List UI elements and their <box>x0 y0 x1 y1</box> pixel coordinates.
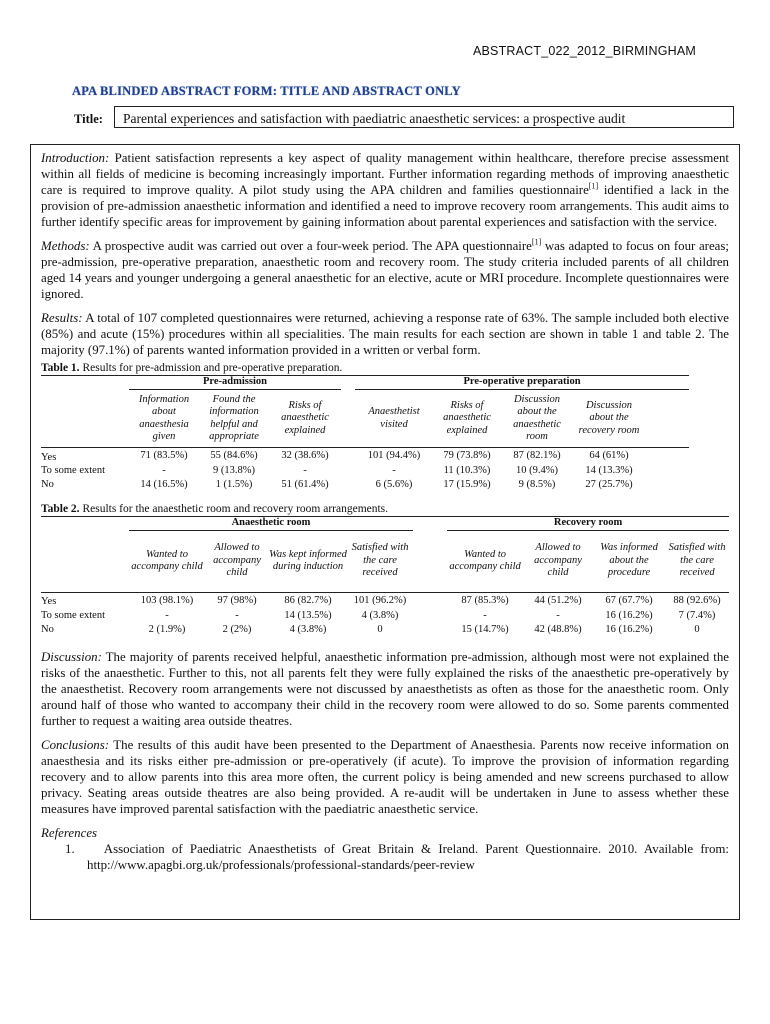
title-label: Title: <box>74 112 103 126</box>
table1-cell: 10 (9.4%) <box>516 465 558 477</box>
table1-cell: 32 (38.6%) <box>281 450 329 461</box>
results-text: A total of 107 completed questionnaires were returned, achieving a response rate of 63%. The sample included both elective (85%) and acute (15%) procedures within all specialities. The main results for each section are shown in table 1 and table 2. The majority (97.1%) of parents wanted information provided in a written or verbal form. <box>41 311 729 357</box>
methods-text-a: A prospective audit was carried out over a four-week period. The APA questionnaire <box>89 239 532 253</box>
conclusions-heading: Conclusions: <box>41 738 110 752</box>
table-row <box>41 479 689 493</box>
table1-cell: 79 (73.8%) <box>443 450 491 461</box>
introduction-text-a: Patient satisfaction represents a key aspect of quality management within healthcare, therefore precise assessment within all fields of medicine is becoming increasingly important. Further information regarding methods of improving anaesthetic care is required to improve quality. A pilot study using the APA children and families questionnaire <box>41 151 729 197</box>
table2-cell: 67 (67.7%) <box>605 594 653 606</box>
table2-cell: 7 (7.4%) <box>678 609 716 621</box>
table2-cell: - <box>235 609 239 621</box>
table2-cell: 42 (48.8%) <box>534 623 582 635</box>
table2-column-header: Satisfied with the care received <box>347 530 413 592</box>
table2-column-header: Was kept informed during induction <box>269 530 347 592</box>
table2-cell: 101 (96.2%) <box>353 594 407 606</box>
table2-column-header: Wanted to accompany child <box>129 530 205 592</box>
table1-column-header: Discussion about the anaesthetic room <box>501 390 573 448</box>
table2-column-header: Satisfied with the care received <box>665 530 729 592</box>
table1-cell: 9 (8.5%) <box>518 479 556 491</box>
table2-cell: 16 (16.2%) <box>605 609 653 621</box>
table2-cell: 2 (1.9%) <box>148 623 186 635</box>
reference-text: Association of Paediatric Anaesthetists of Great Britain & Ireland. Parent Questionnaire. 2010. Available from: http://www.apagbi.org.uk/professionals/professional-standards/peer-review <box>87 842 729 872</box>
table2-group-recovery-room: Recovery room <box>447 516 729 530</box>
abstract-body <box>41 150 729 873</box>
table2-cell: 0 <box>377 623 383 635</box>
table1-group-pre-admission: Pre-admission <box>129 376 341 390</box>
table2-cell: 0 <box>694 623 700 635</box>
table-row <box>41 623 729 637</box>
discussion-heading: Discussion: <box>41 650 102 664</box>
table1-cell: 64 (61%) <box>589 450 629 461</box>
table2-cell: 44 (51.2%) <box>534 594 582 606</box>
table1-caption-label: Table 1. <box>41 362 80 374</box>
table1-cell: 55 (84.6%) <box>210 450 258 461</box>
table1-cell: 14 (16.5%) <box>140 479 188 491</box>
conclusions-text: The results of this audit have been presented to the Department of Anaesthesia. Parents now receive information on anaesthesia and its risks either pre-admission or pre-operatively (if acute). To improve the provision of information regarding recovery and to allow parents into this area more often, the current policy is being amended and new screens purchased to allow privacy. Seating areas outside theatres are also being provided. A re-audit will be undertaken in June to assess whether these measures have improved parental satisfaction with the paediatric anaesthetic service. <box>41 738 729 816</box>
table1-cell: - <box>392 465 396 477</box>
table1-cell: 71 (83.5%) <box>140 450 188 461</box>
table1-caption-text: Results for pre-admission and pre-operative preparation. <box>79 362 343 374</box>
table2-cell: 16 (16.2%) <box>605 623 653 635</box>
table2-cell: 14 (13.5%) <box>284 609 332 621</box>
table2-cell: - <box>556 609 560 621</box>
table1-cell: 51 (61.4%) <box>281 479 329 491</box>
table2-caption <box>41 503 729 516</box>
table2-row-label: Yes <box>41 596 57 607</box>
table1-column-header: Information about anaesthesia given <box>129 390 199 448</box>
discussion-text: The majority of parents received helpful, anaesthetic information pre-admission, although most were not explained the risks of the anaesthetic. Further to this, not all parents felt they were fully explained the risks of the anaesthetic pre-operatively by the anaesthetist. Recovery room arrangements were not discussed by anaesthetists as often as those for the anaesthetic room. Only around half of those who wanted to accompany their child in the recovery room were allowed to do so. Some parents commented further to request a waiting area outside theatres. <box>41 650 729 728</box>
table1-caption <box>41 362 729 375</box>
table1-column-header: Discussion about the recovery room <box>573 390 645 448</box>
conclusions-paragraph <box>41 737 729 817</box>
table2-column-header: Allowed to accompany child <box>523 530 593 592</box>
table-row <box>41 609 729 623</box>
table2-cell: 86 (82.7%) <box>284 594 332 606</box>
methods-citation: [1] <box>531 237 542 247</box>
document-reference-code: ABSTRACT_022_2012_BIRMINGHAM <box>472 44 696 58</box>
table2-cell: 103 (98.1%) <box>140 594 194 606</box>
table2-row-label: To some extent <box>41 609 105 621</box>
table1-cell: 14 (13.3%) <box>585 465 633 477</box>
methods-heading: Methods: <box>41 239 90 253</box>
table1-cell: 9 (13.8%) <box>213 465 255 477</box>
table-row <box>41 592 729 609</box>
table2-column-header: Allowed to accompany child <box>205 530 269 592</box>
methods-paragraph <box>41 238 729 302</box>
introduction-citation: [1] <box>588 181 599 191</box>
reference-number: 1. <box>65 842 75 856</box>
table1-column-header: Anaesthetist visited <box>355 390 433 448</box>
title-field: Parental experiences and satisfaction with paediatric anaesthetic services: a prospective audit <box>114 106 734 128</box>
table2-column-header: Was informed about the procedure <box>593 530 665 592</box>
table2-cell: - <box>165 609 169 621</box>
introduction-heading: Introduction: <box>41 151 110 165</box>
table1-cell: - <box>303 465 307 477</box>
references-heading: References <box>41 826 98 840</box>
table1-group-pre-operative: Pre-operative preparation <box>355 376 689 390</box>
table1-cell: 17 (15.9%) <box>443 479 491 491</box>
table2-cell: 4 (3.8%) <box>361 609 399 621</box>
table1-column-header: Risks of anaesthetic explained <box>269 390 341 448</box>
table2-column-header: Wanted to accompany child <box>447 530 523 592</box>
table1-row-label: No <box>41 479 54 491</box>
table1-row-label: To some extent <box>41 465 105 477</box>
table1-column-header: Found the information helpful and appropriate <box>199 390 269 448</box>
introduction-text-b: identified a lack in the provision of pre-admission anaesthetic information and identified a need to improve recovery room arrangements. This audit aims to further identify specific areas for improvement by gaining information about parental experiences and satisfaction with the service. <box>41 183 729 229</box>
table1 <box>41 375 689 493</box>
table2 <box>41 516 729 638</box>
table-row <box>41 448 689 465</box>
table2-group-anaesthetic-room: Anaesthetic room <box>129 516 413 530</box>
results-paragraph <box>41 310 729 358</box>
introduction-paragraph <box>41 150 729 230</box>
table2-cell: 2 (2%) <box>222 623 252 635</box>
table1-column-header: Risks of anaesthetic explained <box>433 390 501 448</box>
table2-cell: 88 (92.6%) <box>673 594 721 606</box>
form-heading: APA BLINDED ABSTRACT FORM: TITLE AND ABSTRACT ONLY <box>72 84 461 98</box>
references-section <box>41 825 729 873</box>
table2-cell: - <box>483 609 487 621</box>
reference-item <box>41 841 729 873</box>
table2-caption-text: Results for the anaesthetic room and recovery room arrangements. <box>79 502 389 515</box>
table1-cell: 27 (25.7%) <box>585 479 633 491</box>
discussion-paragraph <box>41 649 729 729</box>
table1-cell: 6 (5.6%) <box>375 479 413 491</box>
table2-cell: 15 (14.7%) <box>461 623 509 635</box>
table2-row-label: No <box>41 623 54 635</box>
methods-text-b: was adapted to focus on four areas; pre-admission, pre-operative preparation, anaesthetic room and recovery room. The study criteria included parents of all children aged 14 years and younger undergoing a general anaesthetic for an elective, acute or MRI procedure. Incomplete questionnaires were ignored. <box>41 239 729 301</box>
table2-cell: 4 (3.8%) <box>289 623 327 635</box>
table2-caption-label: Table 2. <box>41 502 80 515</box>
table-row <box>41 465 689 479</box>
table1-cell: 1 (1.5%) <box>215 479 253 491</box>
table2-cell: 87 (85.3%) <box>461 594 509 606</box>
table1-cell: - <box>162 465 166 477</box>
table1-cell: 101 (94.4%) <box>367 450 421 461</box>
table1-cell: 87 (82.1%) <box>513 450 561 461</box>
results-heading: Results: <box>41 311 83 325</box>
table1-row-label: Yes <box>41 451 57 463</box>
table2-cell: 97 (98%) <box>217 594 257 606</box>
table1-cell: 11 (10.3%) <box>443 465 491 477</box>
